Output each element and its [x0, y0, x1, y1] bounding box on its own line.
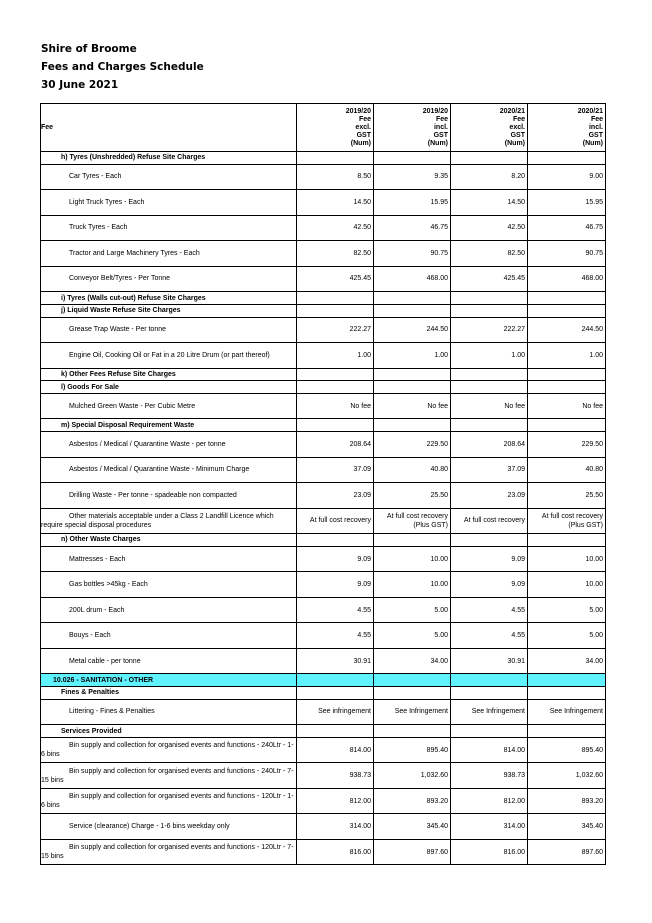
- fee-value: 90.75: [374, 241, 451, 267]
- fee-value: 222.27: [297, 317, 374, 343]
- fee-description: Drilling Waste - Per tonne - spadeable non compacted: [41, 483, 297, 509]
- fee-value: 893.20: [528, 788, 606, 814]
- empty-cell: [528, 674, 606, 687]
- fee-value: 9.09: [297, 572, 374, 598]
- fee-row: [41, 814, 606, 840]
- empty-cell: [374, 674, 451, 687]
- fee-row: [41, 432, 606, 458]
- fee-value: See infringement: [297, 699, 374, 725]
- section-label: m) Special Disposal Requirement Waste: [41, 419, 297, 432]
- fee-value: 244.50: [374, 317, 451, 343]
- fee-value: 314.00: [451, 814, 528, 840]
- fee-value: 34.00: [374, 648, 451, 674]
- fee-value: At full cost recovery (Plus GST): [528, 508, 606, 534]
- empty-cell: [297, 368, 374, 381]
- empty-cell: [451, 419, 528, 432]
- fee-row: [41, 393, 606, 419]
- fee-description: Car Tyres - Each: [41, 164, 297, 190]
- fee-value: 23.09: [297, 483, 374, 509]
- fee-value: 425.45: [451, 266, 528, 292]
- fee-value: 42.50: [451, 215, 528, 241]
- fee-value: 4.55: [297, 597, 374, 623]
- empty-cell: [528, 152, 606, 165]
- fee-value: See Infringement: [451, 699, 528, 725]
- fee-row: [41, 546, 606, 572]
- fee-value: 15.95: [374, 190, 451, 216]
- fee-value: 1.00: [451, 343, 528, 369]
- empty-cell: [451, 368, 528, 381]
- empty-cell: [374, 292, 451, 305]
- section-label: Services Provided: [41, 725, 297, 738]
- fee-row: [41, 483, 606, 509]
- fee-row: [41, 572, 606, 598]
- fee-value: 468.00: [374, 266, 451, 292]
- org-name: Shire of Broome: [41, 43, 137, 55]
- fee-value: At full cost recovery: [451, 508, 528, 534]
- fee-value: 46.75: [374, 215, 451, 241]
- fee-value: 25.50: [528, 483, 606, 509]
- column-header-line: incl.: [588, 123, 603, 131]
- empty-cell: [374, 381, 451, 394]
- column-header-line: Fee: [512, 115, 525, 123]
- fee-value: 15.95: [528, 190, 606, 216]
- empty-cell: [451, 534, 528, 547]
- fee-row: [41, 164, 606, 190]
- fee-value: 42.50: [297, 215, 374, 241]
- fee-value: 23.09: [451, 483, 528, 509]
- fee-row: [41, 648, 606, 674]
- empty-cell: [528, 419, 606, 432]
- fee-value: 345.40: [528, 814, 606, 840]
- section-label: k) Other Fees Refuse Site Charges: [41, 368, 297, 381]
- fees-table: [40, 103, 606, 865]
- fee-value: 1,032.60: [374, 763, 451, 789]
- fee-description: 200L drum - Each: [41, 597, 297, 623]
- fee-value: No fee: [374, 393, 451, 419]
- fee-value: 5.00: [528, 623, 606, 649]
- fee-value: 14.50: [297, 190, 374, 216]
- section-label: l) Goods For Sale: [41, 381, 297, 394]
- empty-cell: [297, 152, 374, 165]
- fee-value: See Infringement: [528, 699, 606, 725]
- column-header-line: excl.: [509, 123, 525, 131]
- column-header-line: GST: [356, 131, 371, 139]
- fee-row: [41, 623, 606, 649]
- fee-description: Service (clearance) Charge - 1-6 bins weekday only: [41, 814, 297, 840]
- fee-value: 46.75: [528, 215, 606, 241]
- fee-value: 8.20: [451, 164, 528, 190]
- empty-cell: [297, 292, 374, 305]
- fee-value: 14.50: [451, 190, 528, 216]
- section-label: 10.026 - SANITATION - OTHER: [41, 674, 297, 687]
- fee-value: 9.09: [297, 546, 374, 572]
- empty-cell: [528, 534, 606, 547]
- column-header-line: (Num): [350, 139, 371, 147]
- fee-row: [41, 266, 606, 292]
- fee-value: 25.50: [374, 483, 451, 509]
- empty-cell: [374, 725, 451, 738]
- fee-row: [41, 839, 606, 865]
- fee-value: 208.64: [451, 432, 528, 458]
- column-header-line: (Num): [504, 139, 525, 147]
- fee-value: At full cost recovery (Plus GST): [374, 508, 451, 534]
- section-row: [41, 381, 606, 394]
- fee-row: [41, 215, 606, 241]
- fee-description: Gas bottles >45kg - Each: [41, 572, 297, 598]
- fee-value: 9.35: [374, 164, 451, 190]
- category-row: [41, 674, 606, 687]
- column-header-line: excl.: [355, 123, 371, 131]
- fee-value: 895.40: [374, 737, 451, 763]
- fee-value: 812.00: [451, 788, 528, 814]
- fee-value: 10.00: [528, 572, 606, 598]
- fee-value: 34.00: [528, 648, 606, 674]
- column-header-line: 2019/20: [345, 107, 371, 115]
- fee-column-header: Fee: [41, 104, 297, 152]
- fee-value: 229.50: [374, 432, 451, 458]
- fee-value: 893.20: [374, 788, 451, 814]
- fee-value: 938.73: [451, 763, 528, 789]
- fee-row: [41, 241, 606, 267]
- section-row: [41, 292, 606, 305]
- fee-row: [41, 343, 606, 369]
- fee-value: 468.00: [528, 266, 606, 292]
- section-row: [41, 687, 606, 700]
- column-header-line: GST: [588, 131, 603, 139]
- fee-description: Metal cable - per tonne: [41, 648, 297, 674]
- empty-cell: [374, 687, 451, 700]
- fee-row: [41, 508, 606, 534]
- fee-value: 1.00: [297, 343, 374, 369]
- fee-value: 90.75: [528, 241, 606, 267]
- section-row: [41, 304, 606, 317]
- fee-value: No fee: [297, 393, 374, 419]
- column-header-line: GST: [510, 131, 525, 139]
- fee-description: Grease Trap Waste - Per tonne: [41, 317, 297, 343]
- empty-cell: [374, 534, 451, 547]
- section-row: [41, 725, 606, 738]
- fee-value: At full cost recovery: [297, 508, 374, 534]
- fee-value: 814.00: [297, 737, 374, 763]
- fee-description: Mattresses - Each: [41, 546, 297, 572]
- section-row: [41, 419, 606, 432]
- fee-value: 82.50: [297, 241, 374, 267]
- fee-value: 37.09: [451, 457, 528, 483]
- fee-value: 222.27: [451, 317, 528, 343]
- fee-value: 30.91: [451, 648, 528, 674]
- fee-row: [41, 457, 606, 483]
- fee-value: 9.09: [451, 546, 528, 572]
- empty-cell: [451, 687, 528, 700]
- column-header-line: 2019/20: [422, 107, 448, 115]
- empty-cell: [528, 381, 606, 394]
- fee-value: 816.00: [451, 839, 528, 865]
- fee-row: [41, 699, 606, 725]
- section-label: Fines & Penalties: [41, 687, 297, 700]
- fee-value: 314.00: [297, 814, 374, 840]
- column-header-line: 2020/21: [577, 107, 603, 115]
- fee-description: Tractor and Large Machinery Tyres - Each: [41, 241, 297, 267]
- empty-cell: [374, 152, 451, 165]
- fee-description: Asbestos / Medical / Quarantine Waste - Minimum Charge: [41, 457, 297, 483]
- empty-cell: [451, 292, 528, 305]
- fee-description: Littering - Fines & Penalties: [41, 699, 297, 725]
- column-header-line: GST: [433, 131, 448, 139]
- fee-value: 5.00: [374, 597, 451, 623]
- column-header-line: 2020/21: [499, 107, 525, 115]
- fee-value: 30.91: [297, 648, 374, 674]
- empty-cell: [297, 674, 374, 687]
- fee-value: 40.80: [374, 457, 451, 483]
- column-header: [374, 104, 451, 152]
- fee-value: 814.00: [451, 737, 528, 763]
- fee-value: 4.55: [451, 597, 528, 623]
- empty-cell: [374, 304, 451, 317]
- fee-value: 4.55: [451, 623, 528, 649]
- column-header-line: incl.: [433, 123, 448, 131]
- fee-value: No fee: [451, 393, 528, 419]
- empty-cell: [528, 687, 606, 700]
- column-header: [528, 104, 606, 152]
- fee-value: 40.80: [528, 457, 606, 483]
- column-header-line: Fee: [358, 115, 371, 123]
- fee-description: Asbestos / Medical / Quarantine Waste - per tonne: [41, 432, 297, 458]
- fee-description: Bin supply and collection for organised events and functions - 120Ltr - 7-15 bins: [41, 839, 297, 865]
- empty-cell: [451, 152, 528, 165]
- fee-value: 812.00: [297, 788, 374, 814]
- column-header-line: Fee: [435, 115, 448, 123]
- fee-value: See Infringement: [374, 699, 451, 725]
- fee-description: Conveyor Belt/Tyres - Per Tonne: [41, 266, 297, 292]
- fee-value: 9.00: [528, 164, 606, 190]
- fee-description: Engine Oil, Cooking Oil or Fat in a 20 Litre Drum (or part thereof): [41, 343, 297, 369]
- empty-cell: [374, 368, 451, 381]
- fee-value: 10.00: [374, 546, 451, 572]
- fee-row: [41, 190, 606, 216]
- fee-row: [41, 737, 606, 763]
- column-header: [297, 104, 374, 152]
- empty-cell: [451, 381, 528, 394]
- fee-value: 10.00: [374, 572, 451, 598]
- fee-value: No fee: [528, 393, 606, 419]
- empty-cell: [297, 419, 374, 432]
- section-row: [41, 534, 606, 547]
- fee-value: 9.09: [451, 572, 528, 598]
- fee-description: Mulched Green Waste - Per Cubic Metre: [41, 393, 297, 419]
- document-date: 30 June 2021: [41, 79, 119, 91]
- document-title: Fees and Charges Schedule: [41, 61, 204, 73]
- fee-value: 1,032.60: [528, 763, 606, 789]
- fee-value: 10.00: [528, 546, 606, 572]
- column-header: [451, 104, 528, 152]
- fee-value: 897.60: [374, 839, 451, 865]
- fee-value: 229.50: [528, 432, 606, 458]
- fee-value: 82.50: [451, 241, 528, 267]
- fee-description: Other materials acceptable under a Class 2 Landfill Licence which require special disposal procedures: [41, 508, 297, 534]
- empty-cell: [451, 304, 528, 317]
- empty-cell: [297, 534, 374, 547]
- fee-description: Bin supply and collection for organised events and functions - 120Ltr - 1-6 bins: [41, 788, 297, 814]
- section-label: h) Tyres (Unshredded) Refuse Site Charges: [41, 152, 297, 165]
- empty-cell: [297, 381, 374, 394]
- empty-cell: [297, 725, 374, 738]
- fee-value: 244.50: [528, 317, 606, 343]
- section-label: i) Tyres (Walls cut-out) Refuse Site Charges: [41, 292, 297, 305]
- fee-value: 345.40: [374, 814, 451, 840]
- fee-value: 897.60: [528, 839, 606, 865]
- fee-row: [41, 317, 606, 343]
- fee-value: 4.55: [297, 623, 374, 649]
- section-label: j) Liquid Waste Refuse Site Charges: [41, 304, 297, 317]
- fee-row: [41, 788, 606, 814]
- fee-description: Light Truck Tyres - Each: [41, 190, 297, 216]
- fee-value: 37.09: [297, 457, 374, 483]
- empty-cell: [528, 725, 606, 738]
- fee-value: 5.00: [374, 623, 451, 649]
- empty-cell: [451, 725, 528, 738]
- section-row: [41, 152, 606, 165]
- table-header-row: [41, 104, 606, 152]
- fee-description: Bin supply and collection for organised events and functions - 240Ltr - 1-6 bins: [41, 737, 297, 763]
- fee-value: 1.00: [528, 343, 606, 369]
- empty-cell: [297, 687, 374, 700]
- fee-value: 5.00: [528, 597, 606, 623]
- column-header-line: Fee: [590, 115, 603, 123]
- fee-value: 816.00: [297, 839, 374, 865]
- fee-description: Bin supply and collection for organised events and functions - 240Ltr - 7-15 bins: [41, 763, 297, 789]
- fee-value: 8.50: [297, 164, 374, 190]
- fee-row: [41, 763, 606, 789]
- empty-cell: [528, 292, 606, 305]
- fee-row: [41, 597, 606, 623]
- fee-description: Truck Tyres - Each: [41, 215, 297, 241]
- section-label: n) Other Waste Charges: [41, 534, 297, 547]
- empty-cell: [374, 419, 451, 432]
- column-header-line: (Num): [427, 139, 448, 147]
- empty-cell: [297, 304, 374, 317]
- section-row: [41, 368, 606, 381]
- fee-description: Bouys - Each: [41, 623, 297, 649]
- fee-value: 208.64: [297, 432, 374, 458]
- fee-value: 1.00: [374, 343, 451, 369]
- column-header-line: (Num): [582, 139, 603, 147]
- empty-cell: [451, 674, 528, 687]
- empty-cell: [528, 368, 606, 381]
- fee-value: 895.40: [528, 737, 606, 763]
- empty-cell: [528, 304, 606, 317]
- fees-table-body: [41, 104, 606, 865]
- fee-value: 938.73: [297, 763, 374, 789]
- fee-value: 425.45: [297, 266, 374, 292]
